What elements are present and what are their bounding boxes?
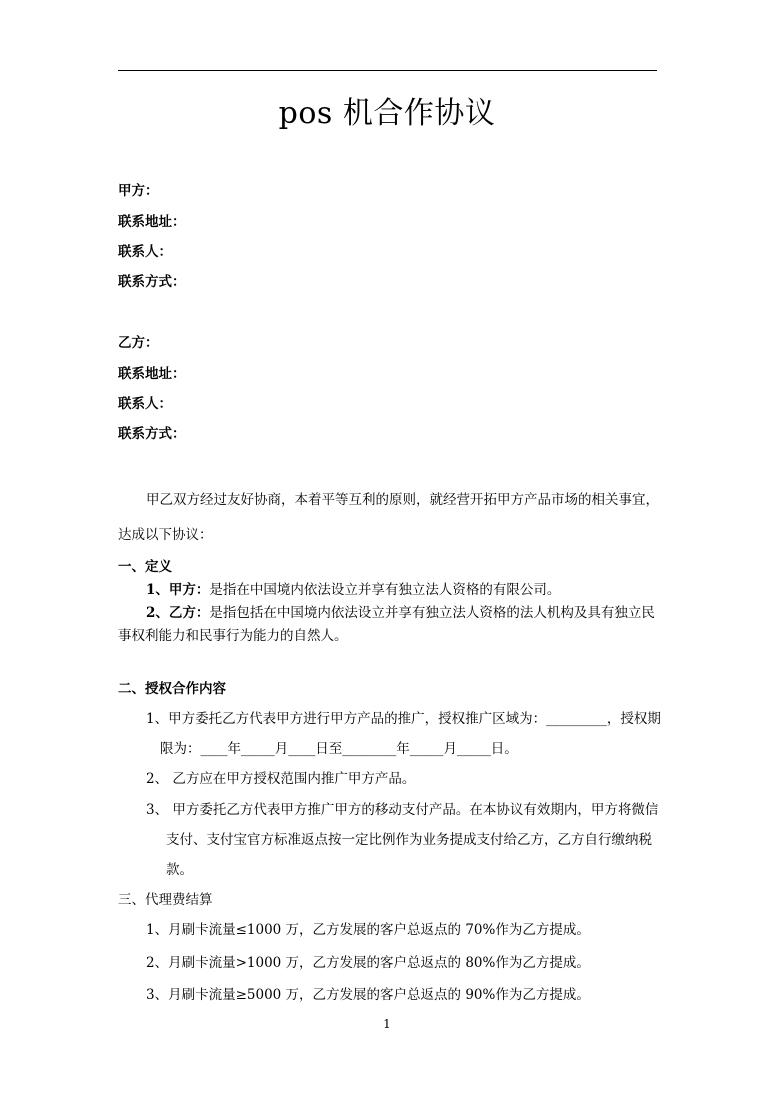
- party-b-address-label: 联系地址：: [118, 366, 186, 382]
- section-2-item-3-line-3: 款。: [166, 862, 193, 878]
- section-3-item-1: 1、月刷卡流量≤1000 万，乙方发展的客户总返点的 70%作为乙方提成。: [146, 922, 590, 938]
- section-2-item-1-line-1: 1、甲方委托乙方代表甲方进行甲方产品的推广，授权推广区域为：_________，授权期: [146, 711, 661, 727]
- section-3-item-3: 3、月刷卡流量≥5000 万，乙方发展的客户总返点的 90%作为乙方提成。: [146, 987, 590, 1003]
- party-b-phone-label: 联系方式：: [118, 426, 186, 442]
- party-b-contact-label: 联系人：: [118, 396, 172, 412]
- section-3-item-2: 2、月刷卡流量>1000 万，乙方发展的客户总返点的 80%作为乙方提成。: [146, 955, 590, 971]
- header-rule: [118, 70, 657, 71]
- section-2-heading: 二、授权合作内容: [118, 681, 226, 697]
- section-1-heading: 一、定义: [118, 559, 172, 575]
- section-2-item-3-line-1: 3、 甲方委托乙方代表甲方推广甲方的移动支付产品。在本协议有效期内，甲方将微信: [146, 802, 659, 818]
- section-3-heading: 三、代理费结算: [118, 892, 213, 908]
- intro-line-1: 甲乙双方经过友好协商，本着平等互利的原则，就经营开拓甲方产品市场的相关事宜，: [146, 492, 659, 508]
- section-1-item-1-text: 是指在中国境内依法设立并享有独立法人资格的有限公司。: [209, 582, 561, 598]
- page-number: 1: [383, 1017, 391, 1031]
- section-2-item-2: 2、 乙方应在甲方授权范围内推广甲方产品。: [146, 771, 416, 787]
- section-1-item-1-term: 1、甲方：: [146, 582, 210, 598]
- party-a-address-label: 联系地址：: [118, 214, 186, 230]
- section-1-item-1: [146, 580, 560, 600]
- section-1-item-2-term: 2、乙方：: [146, 605, 210, 621]
- section-1-item-2: [146, 603, 655, 623]
- party-a-phone-label: 联系方式：: [118, 274, 186, 290]
- party-a-label: 甲方：: [118, 183, 159, 199]
- section-1-item-2-text: 是指包括在中国境内依法设立并享有独立法人资格的法人机构及具有独立民: [209, 605, 655, 621]
- party-a-contact-label: 联系人：: [118, 244, 172, 260]
- document-title: pos 机合作协议: [278, 96, 496, 131]
- intro-line-2: 达成以下协议：: [118, 527, 213, 543]
- party-b-label: 乙方：: [118, 335, 159, 351]
- section-1-item-2-line-2: 事权利能力和民事行为能力的自然人。: [118, 628, 348, 644]
- section-2-item-3-line-2: 支付、支付宝官方标准返点按一定比例作为业务提成支付给乙方，乙方自行缴纳税: [166, 832, 652, 848]
- section-2-item-1-line-2: 限为：____年_____月____日至________年_____月_____日。: [160, 741, 518, 757]
